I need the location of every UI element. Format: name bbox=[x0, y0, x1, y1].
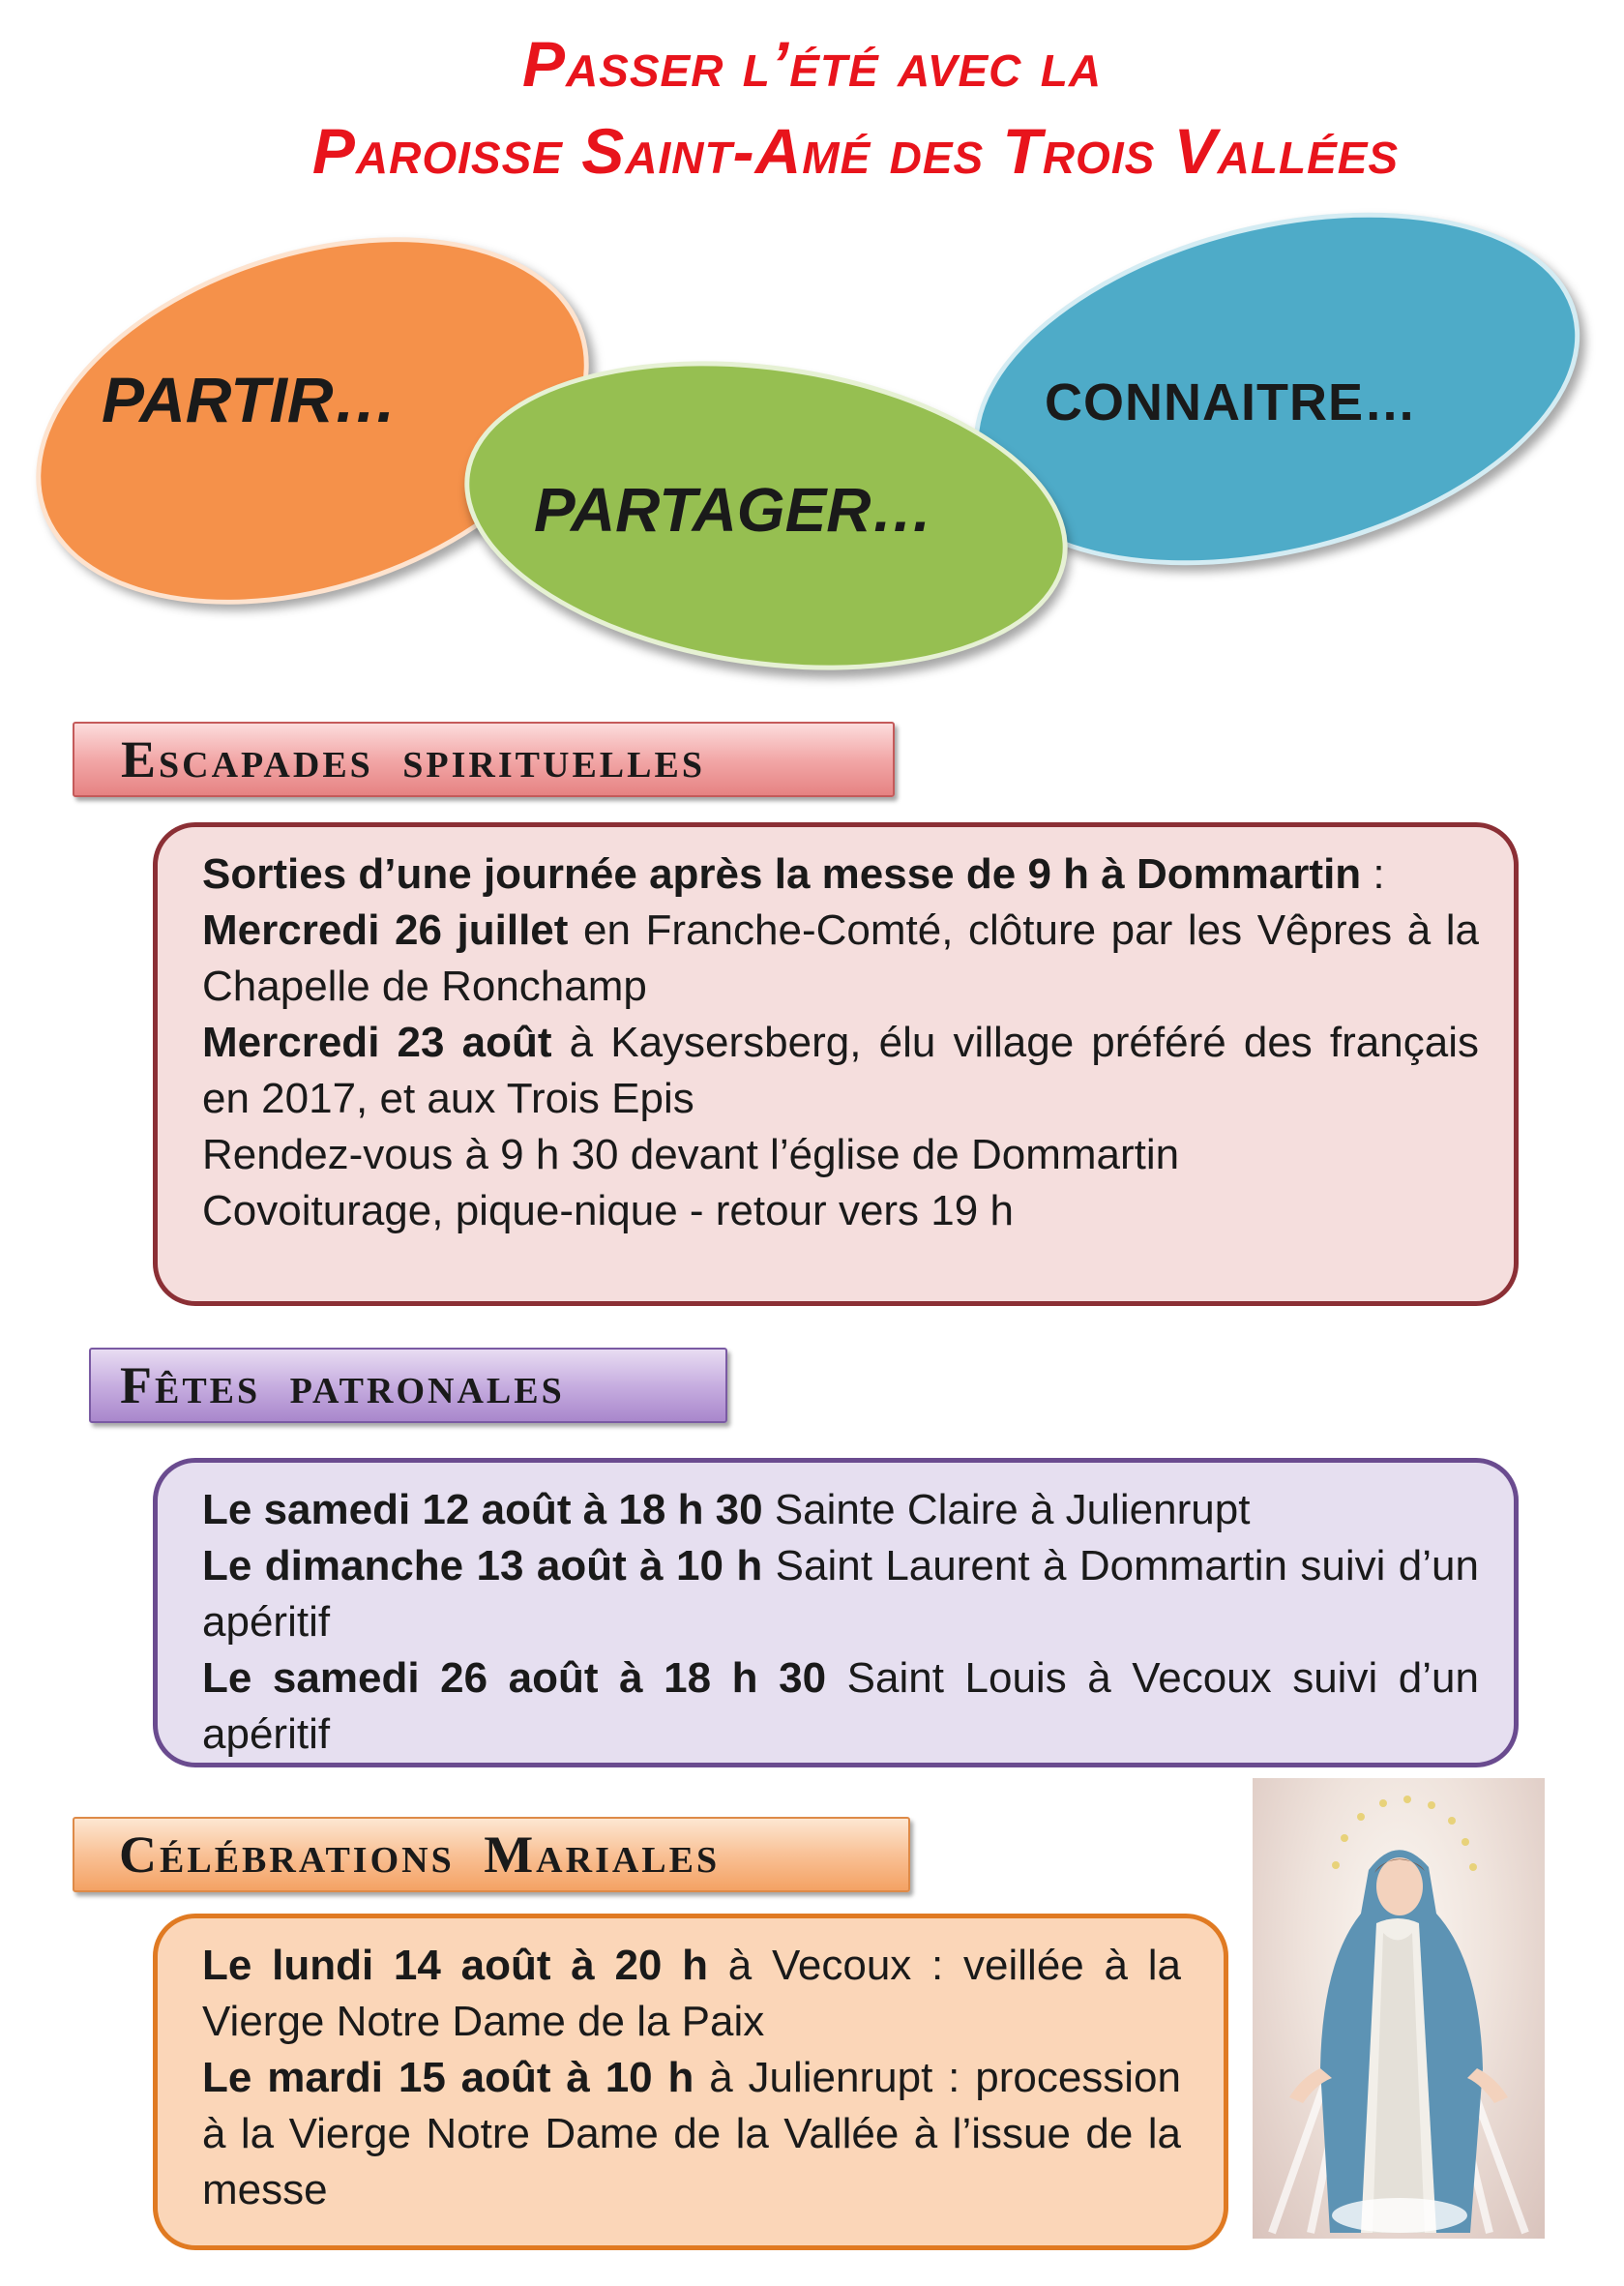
escapades-rdv: Rendez-vous à 9 h 30 devant l’église de Dommartin bbox=[202, 1131, 1180, 1178]
heading-mariales-text: Célébrations Mariales bbox=[119, 1826, 721, 1884]
virgin-mary-illustration bbox=[1253, 1778, 1545, 2239]
title-line-1: Passer l’été avec la bbox=[521, 28, 1103, 100]
mariales-box bbox=[153, 1914, 1228, 2250]
fetes-item-1 bbox=[202, 1482, 1479, 1538]
ellipse-text-partir: PARTIR… bbox=[102, 364, 398, 435]
fetes-item-2 bbox=[202, 1538, 1479, 1650]
fetes-item-2-date: Le dimanche 13 août à 10 h bbox=[202, 1542, 763, 1589]
mariales-item-1 bbox=[202, 1938, 1181, 2050]
heading-fetes-text: Fêtes patronales bbox=[120, 1356, 565, 1414]
title-line-2: Paroisse Saint-Amé des Trois Vallées bbox=[311, 115, 1400, 187]
escapades-item-2-date: Mercredi 23 août bbox=[202, 1019, 552, 1066]
escapades-intro-rest: : bbox=[1361, 850, 1385, 898]
escapades-item-2-text: à Kaysersberg, élu village préféré des français en 2017, et aux Trois Epis bbox=[202, 1019, 1479, 1122]
fetes-box bbox=[153, 1458, 1519, 1767]
escapades-item-2 bbox=[202, 1015, 1479, 1127]
fetes-item-3 bbox=[202, 1650, 1479, 1763]
heading-escapades bbox=[73, 722, 895, 797]
fetes-item-1-date: Le samedi 12 août à 18 h 30 bbox=[202, 1486, 763, 1533]
mariales-item-2-date: Le mardi 15 août à 10 h bbox=[202, 2054, 694, 2101]
mariales-item-2-text: à Julienrupt : procession à la Vierge Notre Dame de la Vallée à l’issue de la messe bbox=[202, 2054, 1182, 2213]
heading-fetes bbox=[89, 1348, 727, 1423]
mariales-item-1-date: Le lundi 14 août à 20 h bbox=[202, 1942, 709, 1989]
mariales-item-1-text: à Vecoux : veillée à la Vierge Notre Dame de la Paix bbox=[202, 1942, 1181, 2045]
escapades-intro bbox=[202, 846, 1479, 903]
fetes-item-3-date: Le samedi 26 août à 18 h 30 bbox=[202, 1654, 827, 1702]
escapades-item-1-date: Mercredi 26 juillet bbox=[202, 906, 569, 954]
heading-escapades-text: Escapades spirituelles bbox=[121, 730, 705, 788]
mariales-item-2 bbox=[202, 2050, 1181, 2218]
heading-mariales bbox=[73, 1817, 910, 1892]
virgin-mary-image bbox=[1253, 1778, 1545, 2239]
escapades-covoiturage: Covoiturage, pique-nique - retour vers 19 h bbox=[202, 1187, 1014, 1234]
escapades-box bbox=[153, 822, 1519, 1306]
fetes-item-2-text: Saint Laurent à Dommartin suivi d’un apéritif bbox=[202, 1542, 1479, 1646]
escapades-intro-bold: Sorties d’une journée après la messe de 9 h à Dommartin bbox=[202, 850, 1362, 898]
escapades-item-1 bbox=[202, 903, 1479, 1015]
fetes-item-3-text: Saint Louis à Vecoux suivi d’un apéritif bbox=[202, 1654, 1479, 1758]
escapades-item-1-text: en Franche-Comté, clôture par les Vêpres à la Chapelle de Ronchamp bbox=[202, 906, 1480, 1010]
ellipse-text-partager: PARTAGER… bbox=[534, 475, 933, 545]
ellipse-text-connaitre: CONNAITRE… bbox=[1045, 373, 1417, 431]
fetes-item-1-text: Sainte Claire à Julienrupt bbox=[762, 1486, 1251, 1533]
